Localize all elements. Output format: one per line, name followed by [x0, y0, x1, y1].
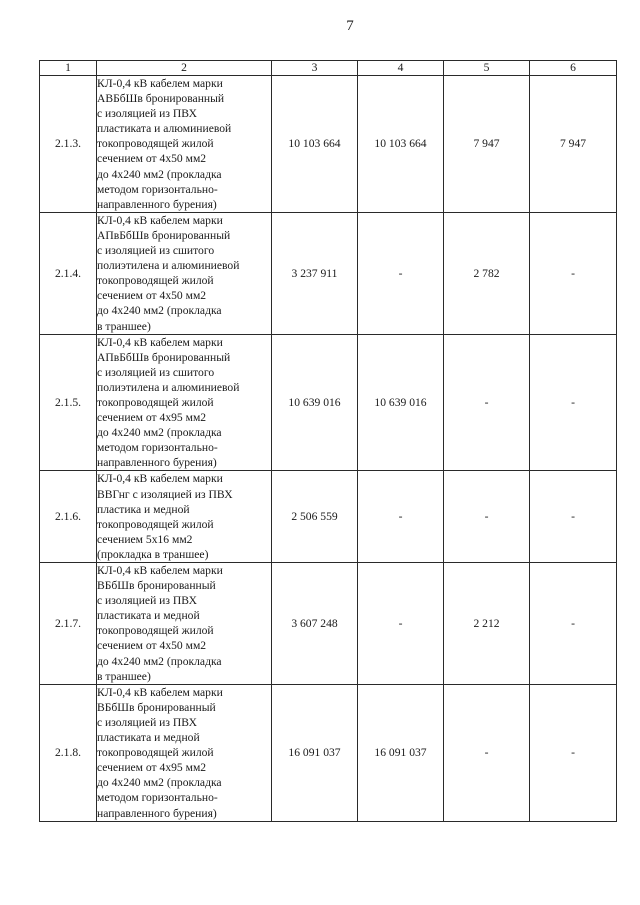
cell-col6: - [530, 334, 617, 471]
row-number: 2.1.6. [40, 471, 97, 563]
column-header: 1 [40, 61, 97, 76]
row-description: КЛ-0,4 кВ кабелем марки АПвБбШв бронированный с изоляцией из сшитого полиэтилена и алюминиевой токопроводящей жилой сечением от 4x95 мм2 до 4x240 мм2 (прокладка методом горизонтально- направленного бурения) [97, 334, 272, 471]
cell-col4: - [358, 563, 444, 685]
cell-col4: - [358, 471, 444, 563]
row-description: КЛ-0,4 кВ кабелем марки ВВГнг с изоляцией из ПВХ пластика и медной токопроводящей жилой сечением 5x16 мм2 (прокладка в траншее) [97, 471, 272, 563]
row-description: КЛ-0,4 кВ кабелем марки ВБбШв бронированный с изоляцией из ПВХ пластиката и медной токопроводящей жилой сечением от 4x95 мм2 до 4x240 мм2 (прокладка методом горизонтально- направленного бурения) [97, 684, 272, 821]
cell-col5: - [444, 334, 530, 471]
cell-col5: 2 782 [444, 212, 530, 334]
cell-col3: 10 639 016 [272, 334, 358, 471]
row-number: 2.1.3. [40, 76, 97, 213]
table-row [40, 334, 617, 471]
cell-col4: 16 091 037 [358, 684, 444, 821]
cell-col5: 2 212 [444, 563, 530, 685]
table-row [40, 563, 617, 685]
column-header: 5 [444, 61, 530, 76]
row-number: 2.1.5. [40, 334, 97, 471]
row-number: 2.1.7. [40, 563, 97, 685]
row-number: 2.1.8. [40, 684, 97, 821]
cell-col5: - [444, 471, 530, 563]
table-row [40, 684, 617, 821]
cell-col3: 16 091 037 [272, 684, 358, 821]
cost-table [39, 60, 617, 822]
column-header: 4 [358, 61, 444, 76]
cell-col6: - [530, 471, 617, 563]
column-header: 3 [272, 61, 358, 76]
cell-col3: 3 607 248 [272, 563, 358, 685]
row-description: КЛ-0,4 кВ кабелем марки АВБбШв бронированный с изоляцией из ПВХ пластиката и алюминиевой токопроводящей жилой сечением от 4x50 мм2 до 4x240 мм2 (прокладка методом горизонтально- направленного бурения) [97, 76, 272, 213]
cell-col3: 3 237 911 [272, 212, 358, 334]
cell-col6: - [530, 212, 617, 334]
cell-col6: - [530, 563, 617, 685]
row-number: 2.1.4. [40, 212, 97, 334]
table-header-row [40, 61, 617, 76]
page-number: 7 [346, 18, 354, 34]
table-row [40, 212, 617, 334]
cell-col5: - [444, 684, 530, 821]
cell-col3: 2 506 559 [272, 471, 358, 563]
column-header: 6 [530, 61, 617, 76]
cell-col6: 7 947 [530, 76, 617, 213]
row-description: КЛ-0,4 кВ кабелем марки АПвБбШв бронированный с изоляцией из сшитого полиэтилена и алюминиевой токопроводящей жилой сечением от 4x50 мм2 до 4x240 мм2 (прокладка в траншее) [97, 212, 272, 334]
row-description: КЛ-0,4 кВ кабелем марки ВБбШв бронированный с изоляцией из ПВХ пластиката и медной токопроводящей жилой сечением от 4x50 мм2 до 4x240 мм2 (прокладка в траншее) [97, 563, 272, 685]
cell-col6: - [530, 684, 617, 821]
cell-col4: - [358, 212, 444, 334]
cell-col4: 10 639 016 [358, 334, 444, 471]
cell-col3: 10 103 664 [272, 76, 358, 213]
table-row [40, 76, 617, 213]
cell-col4: 10 103 664 [358, 76, 444, 213]
cell-col5: 7 947 [444, 76, 530, 213]
table-row [40, 471, 617, 563]
column-header: 2 [97, 61, 272, 76]
